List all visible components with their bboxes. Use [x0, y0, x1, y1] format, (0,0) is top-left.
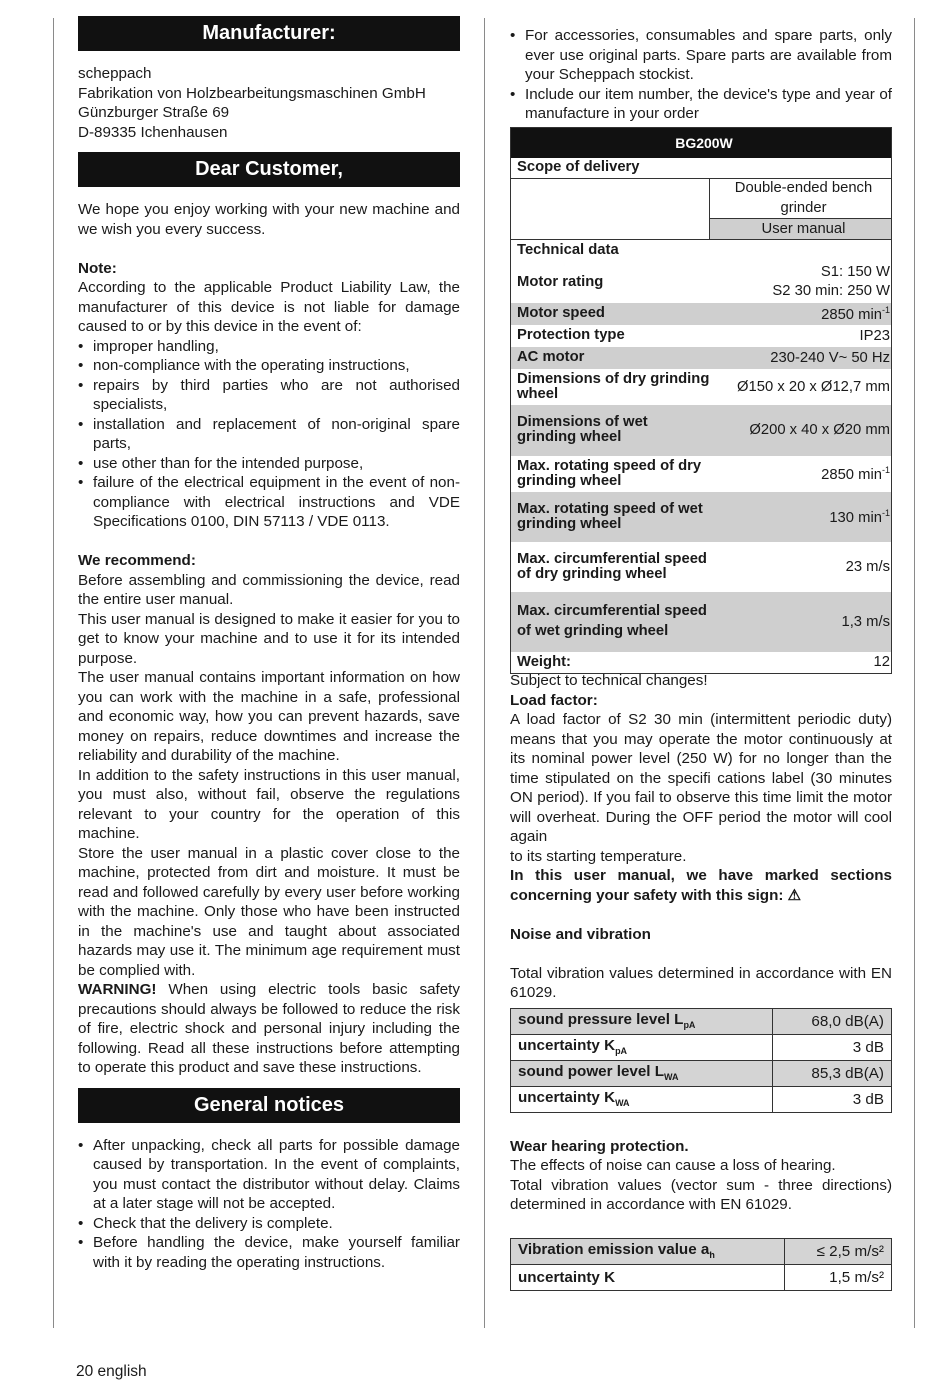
manufacturer-address [78, 64, 460, 142]
dry-speed-value: 2850 $\min^{-1}$ [821, 464, 890, 483]
noise-intro: Total vibration values determined in accordance with EN 61029. [510, 964, 892, 1001]
warning-label: WARNING! [78, 981, 157, 998]
dry-dimensions-value: Ø150 x 20 x Ø12,7 mm [737, 378, 890, 395]
list-item: • After unpacking, check all parts for possible damage caused by transportation. In the event of complaints, you must contact the distributor without delay. Claims at a later stage will not be accepted. [78, 1136, 460, 1214]
safety-sign-note: In this user manual, we have marked sections concerning your safety with this sign: ⚠ [510, 867, 892, 904]
address-line: Günzburger Straße 69 [78, 104, 230, 121]
wet-circumferential-label: Max. circumferential speed of wet grinding wheel [511, 592, 710, 652]
hearing-text: The effects of noise can cause a loss of hearing. [510, 1157, 836, 1174]
warning-text: When using electric tools basic safety precautions should always be followed to reduce the risk of fire, electric shock and personal injury including the following. Read all these instructions before attempting to operate this product and save these instructions. [78, 981, 460, 1076]
wet-speed-value: 130 $\min^{-1}$ [710, 492, 892, 542]
vibration-label: uncertainty K [511, 1264, 785, 1290]
paragraph: The user manual contains important information on how you can work with the machine in a safe, professional and economic way, how you can prevent hazards, save money on repairs, reduce downtimes and increase the reliability and durability of the machine. [78, 669, 460, 764]
manufacturer-heading: Manufacturer: [78, 16, 460, 51]
general-notices-section [78, 1136, 460, 1273]
list-item: • repairs by third parties who are not authorised specialists, [78, 376, 460, 415]
recommend-label: We recommend: [78, 552, 196, 569]
hearing-label: Wear hearing protection. [510, 1137, 689, 1155]
dry-dimensions-label: Dimensions of dry grinding wheel [517, 370, 710, 402]
right-margin-rule [914, 18, 915, 1328]
motor-speed-value: 2850 $\min^{-1}$ [710, 303, 892, 325]
general-notices-heading: General notices [78, 1088, 460, 1123]
scope-label: Scope of delivery [511, 158, 892, 179]
wet-circumferential-value: 1,3 m/s [710, 592, 892, 652]
noise-table [510, 1008, 892, 1113]
noise-value: 68,0 dB(A) [772, 1008, 891, 1034]
protection-label: Protection type [517, 327, 625, 343]
noise-label: sound pressure level $L_{pA}$ [511, 1008, 773, 1034]
motor-speed-label: Motor speed [511, 303, 710, 325]
vector-text: Total vibration values (vector sum - three directions) determined in accordance with EN 61029. [510, 1176, 892, 1213]
table-row [511, 1086, 892, 1112]
motor-rating-value [710, 262, 892, 303]
motor-rating-label: Motor rating [517, 273, 604, 290]
paragraph: In addition to the safety instructions in this user manual, you must also, without fail, observe the regulations relevant to your country for the operation of this machine. [78, 766, 460, 842]
page-footer: 20 english [76, 1363, 147, 1380]
ac-motor-value: 230-240 V~ 50 Hz [710, 347, 892, 369]
table-row [511, 1034, 892, 1060]
spec-table [510, 127, 892, 675]
dry-circumferential-label: Max. circumferential speed of dry grinding wheel [517, 550, 707, 582]
dry-circumferential-value: 23 m/s [845, 558, 890, 575]
note-text: According to the applicable Product Liability Law, the manufacturer of this device is not liable for damage caused to or by this device in the event of: [78, 279, 460, 335]
address-line: D-89335 Ichenhausen [78, 123, 228, 141]
address-line: scheppach [78, 65, 152, 82]
tech-label: Technical data [511, 240, 892, 262]
wet-dimensions-value: Ø200 x 40 x Ø20 mm [710, 405, 892, 456]
noise-heading: Noise and vibration [510, 925, 651, 943]
noise-value: 85,3 dB(A) [772, 1060, 891, 1086]
table-row [511, 1060, 892, 1086]
list-item: • For accessories, consumables and spare parts, only ever use original parts. Spare parts are available from your Scheppach stockist. [510, 26, 892, 85]
ac-motor-label: AC motor [511, 347, 710, 369]
customer-section [78, 200, 460, 1078]
list-item: • installation and replacement of non-original spare parts, [78, 415, 460, 454]
table-row [511, 1264, 892, 1290]
noise-value: 3 dB [772, 1034, 891, 1060]
model-header: BG200W [511, 127, 892, 158]
list-item: • failure of the electrical equipment in the event of non-compliance with electrical instructions and VDE Specifications 0100, DIN 57113 / VDE 0113. [78, 473, 460, 532]
general-notices-continued [510, 26, 892, 124]
load-factor-section [510, 671, 892, 1003]
motor-rating-s2: S2 30 min: 250 W [772, 283, 890, 299]
load-factor-text-end: to its starting temperature. [510, 847, 687, 865]
noise-label: uncertainty $K_{pA}$ [511, 1034, 773, 1060]
noise-label: uncertainty $K_{WA}$ [511, 1086, 773, 1112]
load-factor-label: Load factor: [510, 691, 598, 709]
table-row [511, 1238, 892, 1264]
list-item: • Check that the delivery is complete. [78, 1214, 460, 1234]
motor-rating-s1: S1: 150 W [820, 264, 890, 280]
right-column [510, 26, 892, 1291]
weight-value: 12 [873, 654, 890, 671]
list-item: • use other than for the intended purpose, [78, 454, 460, 474]
paragraph: This user manual is designed to make it easier for you to get to know your machine and to use it for its intended purpose. [78, 610, 460, 667]
wet-speed-label: Max. rotating speed of wet grinding wheel [511, 492, 710, 542]
vibration-value: ≤ 2,5 m/s² [785, 1238, 892, 1264]
note-list [78, 337, 460, 532]
subject-to-changes: Subject to technical changes! [510, 672, 708, 689]
left-column [78, 16, 460, 1272]
center-column-rule [484, 18, 485, 1328]
protection-value: IP23 [859, 327, 890, 344]
vibration-label: Vibration emission value $a_h$ [511, 1238, 785, 1264]
noise-value: 3 dB [772, 1086, 891, 1112]
list-item: • improper handling, [78, 337, 460, 357]
general-list-continued [510, 26, 892, 124]
wet-dimensions-label: Dimensions of wet grinding wheel [511, 405, 710, 456]
hearing-section [510, 1137, 892, 1215]
load-factor-text: A load factor of S2 30 min (intermittent periodic duty) means that you may operate the motor continuously at its nominal power level (250 W) for no longer than the time stipulated on the specifi cations label (30 minutes ON period). If you fail to observe this time limit the motor will overheat. During the OFF period the motor will cool again [510, 711, 892, 845]
paragraph: Store the user manual in a plastic cover close to the machine, protected from dirt and moisture. It must be read and followed carefully by every user before working with the machine. Only those who have been instructed in the machine's use and taught about associated hazards may use it. The minimum age requirement must be complied with. [78, 844, 460, 979]
noise-label: sound power level $L_{WA}$ [511, 1060, 773, 1086]
paragraph: Before assembling and commissioning the device, read the entire user manual. [78, 571, 460, 608]
address-line: Fabrikation von Holzbearbeitungsmaschinen GmbH [78, 84, 426, 102]
scope-blank-cell [511, 179, 710, 240]
left-margin-rule [53, 18, 54, 1328]
customer-heading: Dear Customer, [78, 152, 460, 187]
vibration-value: 1,5 m/s² [785, 1264, 892, 1290]
table-row [511, 1008, 892, 1034]
vibration-table [510, 1238, 892, 1291]
intro-text: We hope you enjoy working with your new machine and we wish you every success. [78, 201, 460, 238]
list-item: • Before handling the device, make yourself familiar with it by reading the operating instructions. [78, 1233, 460, 1272]
weight-label: Weight: [517, 653, 571, 670]
scope-item: User manual [710, 219, 892, 240]
note-label: Note: [78, 259, 117, 277]
list-item: • non-compliance with the operating instructions, [78, 356, 460, 376]
warning-paragraph [78, 980, 460, 1078]
list-item: • Include our item number, the device's type and year of manufacture in your order [510, 85, 892, 124]
dry-speed-label: Max. rotating speed of dry grinding wheel [517, 457, 702, 489]
scope-item: Double-ended bench grinder [710, 179, 892, 219]
general-list [78, 1136, 460, 1273]
